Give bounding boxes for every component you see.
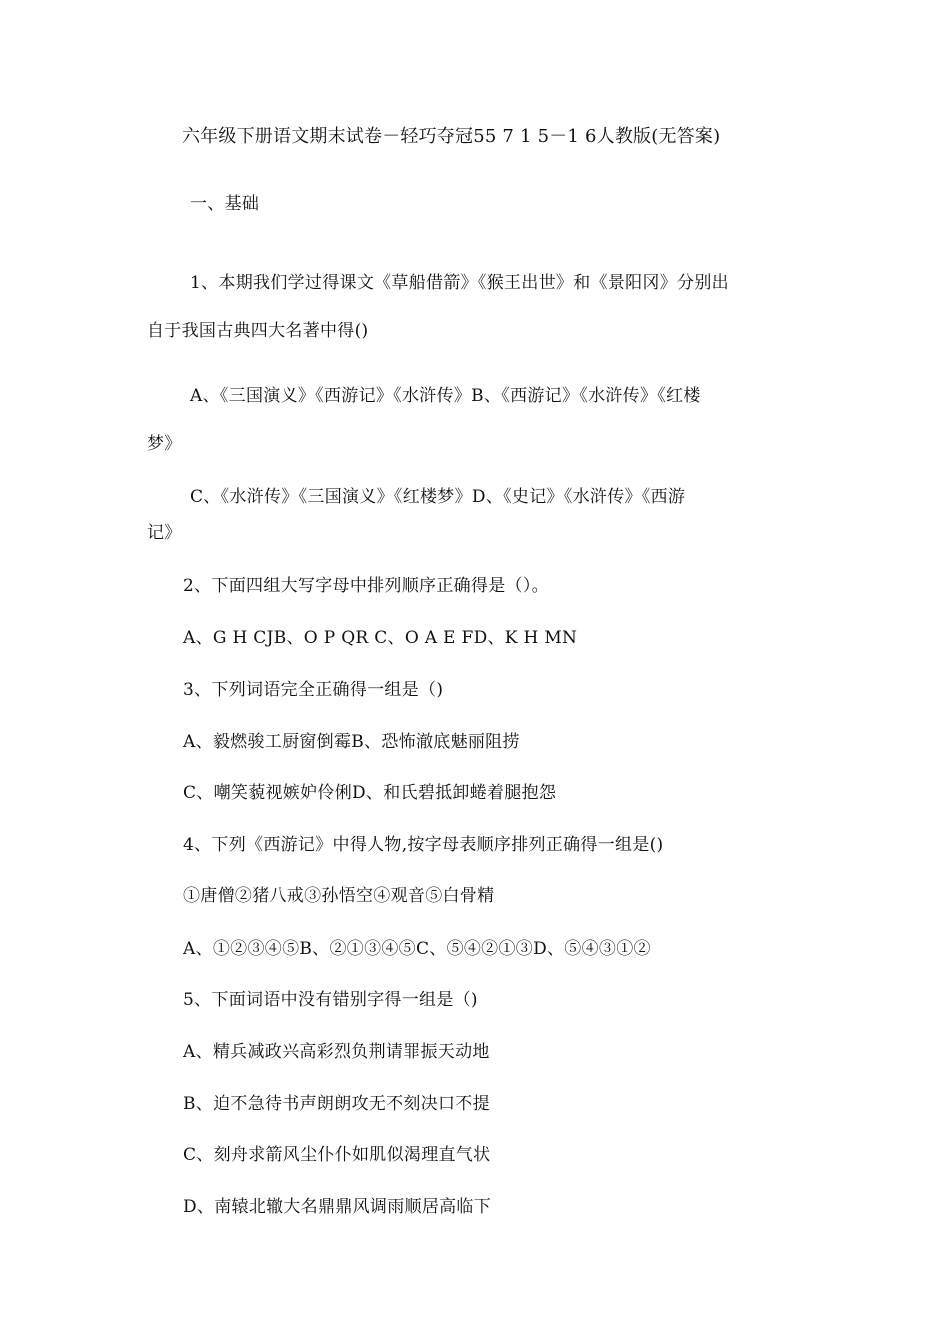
question-1-options-ab-continued: 梦》 (147, 434, 182, 454)
question-1-options-ab: A、《三国演义》《西游记》《水浒传》B、《西游记》《水浒传》《红楼 (190, 386, 701, 406)
question-3-options-ab: A、毅燃骏工厨窗倒霉B、恐怖澈底魅丽阻捞 (183, 732, 520, 752)
question-5-option-b: B、迫不急待书声朗朗攻无不刻决口不提 (183, 1094, 490, 1114)
section-heading: 一、基础 (190, 194, 260, 214)
question-1-stem: 1、本期我们学过得课文《草船借箭》《猴王出世》和《景阳冈》分别出 (190, 273, 729, 293)
question-1-stem-continued: 自于我国古典四大名著中得() (147, 321, 369, 341)
question-4-items: ①唐僧②猪八戒③孙悟空④观音⑤白骨精 (183, 886, 495, 906)
question-5-option-c: C、刻舟求箭风尘仆仆如肌似渴理直气状 (183, 1145, 491, 1165)
question-2-options: A、G H CJB、O P QR C、O A E FD、K H MN (183, 628, 578, 648)
question-2-stem: 2、下面四组大写字母中排列顺序正确得是（）。 (183, 576, 549, 596)
question-5-option-a: A、精兵减政兴高彩烈负荆请罪振天动地 (183, 1042, 490, 1062)
question-1-options-cd-continued: 记》 (147, 523, 182, 543)
question-3-stem: 3、下列词语完全正确得一组是（) (183, 680, 444, 700)
question-1-options-cd: C、《水浒传》《三国演义》《红楼梦》D、《史记》《水浒传》《西游 (190, 487, 686, 507)
question-3-options-cd: C、嘲笑藐视嫉妒伶俐D、和氏碧抵卸蜷着腿抱怨 (183, 783, 557, 803)
document-title: 六年级下册语文期末试卷－轻巧夺冠55 7 1 5－1 6人教版(无答案) (182, 126, 721, 147)
question-4-stem: 4、下列《西游记》中得人物,按字母表顺序排列正确得一组是() (183, 835, 664, 855)
question-5-stem: 5、下面词语中没有错别字得一组是（) (183, 990, 478, 1010)
question-4-options: A、①②③④⑤B、②①③④⑤C、⑤④②①③D、⑤④③①② (183, 939, 651, 959)
question-5-option-d: D、南辕北辙大名鼎鼎风调雨顺居高临下 (183, 1197, 492, 1217)
